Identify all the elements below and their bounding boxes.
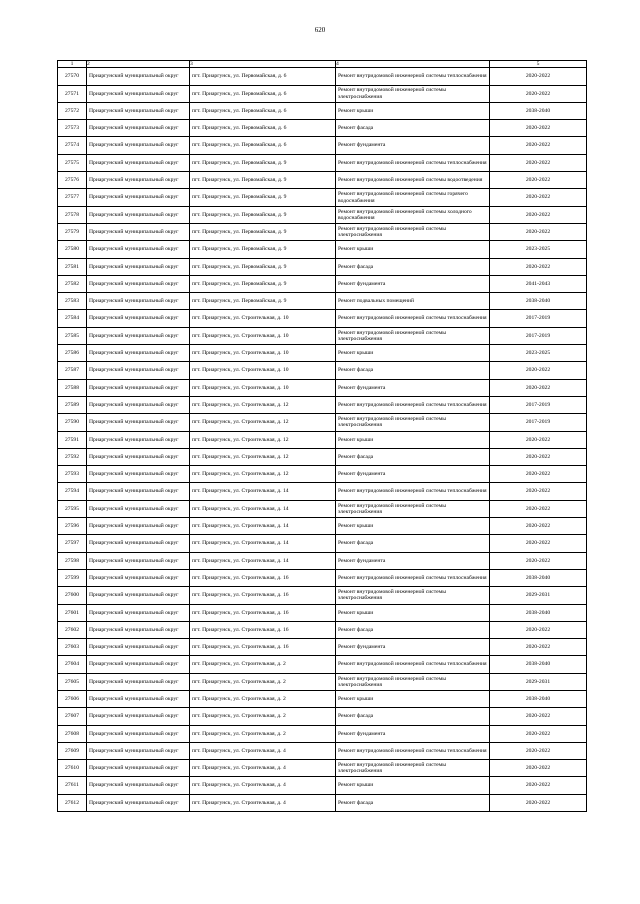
table-row [58,777,587,794]
address-cell: пгт. Приаргунск, ул. Строительная, д. 12 [190,466,336,483]
municipality-cell: Приаргунский муниципальный округ [87,327,190,344]
row-number-cell: 27580 [58,241,87,258]
municipality-cell: Приаргунский муниципальный округ [87,483,190,500]
address-cell: пгт. Приаргунск, ул. Первомайская, д. 6 [190,85,336,102]
municipality-cell: Приаргунский муниципальный округ [87,587,190,604]
row-number-cell: 27601 [58,604,87,621]
municipality-cell: Приаргунский муниципальный округ [87,500,190,517]
municipality-cell: Приаргунский муниципальный округ [87,569,190,586]
table-row [58,327,587,344]
table-row [58,310,587,327]
table-row [58,362,587,379]
table-row [58,466,587,483]
municipality-cell: Приаргунский муниципальный округ [87,673,190,690]
work-type-cell: Ремонт внутридомовой инженерной системы теплоснабжения [336,68,490,85]
period-cell: 2020-2022 [490,223,587,240]
row-number-cell: 27609 [58,742,87,759]
table-row [58,587,587,604]
work-type-cell: Ремонт фасада [336,708,490,725]
work-type-cell: Ремонт внутридомовой инженерной системы электроснабжения [336,673,490,690]
table-row [58,414,587,431]
address-cell: пгт. Приаргунск, ул. Строительная, д. 14 [190,500,336,517]
municipality-cell: Приаргунский муниципальный округ [87,656,190,673]
table-row [58,275,587,292]
header-row [58,61,587,68]
period-cell: 2020-2022 [490,448,587,465]
table-row [58,431,587,448]
work-type-cell: Ремонт внутридомовой инженерной системы горячего водоснабжения [336,189,490,206]
row-number-cell: 27599 [58,569,87,586]
table-row [58,154,587,171]
period-cell: 2020-2022 [490,518,587,535]
municipality-cell: Приаргунский муниципальный округ [87,760,190,777]
table-row [58,241,587,258]
table-row [58,293,587,310]
period-cell: 2020-2022 [490,483,587,500]
work-type-cell: Ремонт фасада [336,258,490,275]
row-number-cell: 27581 [58,258,87,275]
address-cell: пгт. Приаргунск, ул. Первомайская, д. 9 [190,189,336,206]
period-cell: 2038-2040 [490,690,587,707]
row-number-cell: 27607 [58,708,87,725]
address-cell: пгт. Приаргунск, ул. Строительная, д. 12 [190,431,336,448]
address-cell: пгт. Приаргунск, ул. Строительная, д. 14 [190,552,336,569]
address-cell: пгт. Приаргунск, ул. Первомайская, д. 6 [190,68,336,85]
row-number-cell: 27589 [58,396,87,413]
table-row [58,639,587,656]
row-number-cell: 27611 [58,777,87,794]
table-row [58,206,587,223]
work-type-cell: Ремонт фасада [336,794,490,811]
table-row [58,673,587,690]
period-cell: 2020-2022 [490,154,587,171]
row-number-cell: 27588 [58,379,87,396]
address-cell: пгт. Приаргунск, ул. Первомайская, д. 9 [190,154,336,171]
address-cell: пгт. Приаргунск, ул. Первомайская, д. 9 [190,275,336,292]
column-header-3: 3 [190,61,336,68]
period-cell: 2020-2022 [490,466,587,483]
row-number-cell: 27598 [58,552,87,569]
work-type-cell: Ремонт фундамента [336,639,490,656]
row-number-cell: 27579 [58,223,87,240]
table-row [58,189,587,206]
period-cell: 2020-2022 [490,552,587,569]
address-cell: пгт. Приаргунск, ул. Первомайская, д. 6 [190,137,336,154]
row-number-cell: 27582 [58,275,87,292]
address-cell: пгт. Приаргунск, ул. Первомайская, д. 9 [190,293,336,310]
table-row [58,258,587,275]
address-cell: пгт. Приаргунск, ул. Строительная, д. 4 [190,742,336,759]
municipality-cell: Приаргунский муниципальный округ [87,414,190,431]
column-header-4: 4 [336,61,490,68]
period-cell: 2020-2022 [490,120,587,137]
work-type-cell: Ремонт фундамента [336,466,490,483]
municipality-cell: Приаргунский муниципальный округ [87,275,190,292]
row-number-cell: 27610 [58,760,87,777]
table-row [58,569,587,586]
row-number-cell: 27594 [58,483,87,500]
municipality-cell: Приаргунский муниципальный округ [87,518,190,535]
period-cell: 2041-2043 [490,275,587,292]
period-cell: 2038-2040 [490,604,587,621]
period-cell: 2029-2031 [490,673,587,690]
row-number-cell: 27591 [58,431,87,448]
period-cell: 2038-2040 [490,102,587,119]
work-type-cell: Ремонт фасада [336,621,490,638]
municipality-cell: Приаргунский муниципальный округ [87,85,190,102]
column-header-5: 5 [490,61,587,68]
row-number-cell: 27570 [58,68,87,85]
address-cell: пгт. Приаргунск, ул. Первомайская, д. 9 [190,206,336,223]
address-cell: пгт. Приаргунск, ул. Строительная, д. 10 [190,362,336,379]
row-number-cell: 27596 [58,518,87,535]
capital-repair-table [57,60,587,812]
period-cell: 2020-2022 [490,258,587,275]
work-type-cell: Ремонт внутридомовой инженерной системы электроснабжения [336,500,490,517]
table-row [58,621,587,638]
table-row [58,379,587,396]
work-type-cell: Ремонт крыши [336,777,490,794]
row-number-cell: 27597 [58,535,87,552]
row-number-cell: 27604 [58,656,87,673]
municipality-cell: Приаргунский муниципальный округ [87,552,190,569]
address-cell: пгт. Приаргунск, ул. Строительная, д. 16 [190,639,336,656]
period-cell: 2020-2022 [490,621,587,638]
work-type-cell: Ремонт фасада [336,448,490,465]
municipality-cell: Приаргунский муниципальный округ [87,742,190,759]
table-row [58,535,587,552]
period-cell: 2029-2031 [490,587,587,604]
address-cell: пгт. Приаргунск, ул. Первомайская, д. 9 [190,258,336,275]
period-cell: 2020-2022 [490,362,587,379]
table-row [58,137,587,154]
address-cell: пгт. Приаргунск, ул. Строительная, д. 10 [190,379,336,396]
municipality-cell: Приаргунский муниципальный округ [87,690,190,707]
address-cell: пгт. Приаргунск, ул. Строительная, д. 2 [190,673,336,690]
municipality-cell: Приаргунский муниципальный округ [87,604,190,621]
municipality-cell: Приаргунский муниципальный округ [87,206,190,223]
period-cell: 2020-2022 [490,172,587,189]
period-cell: 2020-2022 [490,777,587,794]
address-cell: пгт. Приаргунск, ул. Строительная, д. 2 [190,690,336,707]
table-body [58,68,587,812]
address-cell: пгт. Приаргунск, ул. Строительная, д. 10 [190,310,336,327]
row-number-cell: 27583 [58,293,87,310]
period-cell: 2017-2019 [490,396,587,413]
municipality-cell: Приаргунский муниципальный округ [87,362,190,379]
work-type-cell: Ремонт внутридомовой инженерной системы теплоснабжения [336,569,490,586]
address-cell: пгт. Приаргунск, ул. Строительная, д. 2 [190,656,336,673]
period-cell: 2020-2022 [490,639,587,656]
work-type-cell: Ремонт крыши [336,345,490,362]
municipality-cell: Приаргунский муниципальный округ [87,310,190,327]
period-cell: 2020-2022 [490,85,587,102]
table-row [58,690,587,707]
period-cell: 2020-2022 [490,535,587,552]
row-number-cell: 27586 [58,345,87,362]
work-type-cell: Ремонт внутридомовой инженерной системы электроснабжения [336,587,490,604]
municipality-cell: Приаргунский муниципальный округ [87,258,190,275]
municipality-cell: Приаргунский муниципальный округ [87,708,190,725]
table-row [58,85,587,102]
period-cell: 2020-2022 [490,137,587,154]
row-number-cell: 27612 [58,794,87,811]
column-header-2: 2 [87,61,190,68]
row-number-cell: 27602 [58,621,87,638]
row-number-cell: 27587 [58,362,87,379]
table-row [58,172,587,189]
page-number: 620 [314,26,326,34]
table-header [58,61,587,68]
row-number-cell: 27571 [58,85,87,102]
table-row [58,500,587,517]
row-number-cell: 27577 [58,189,87,206]
work-type-cell: Ремонт крыши [336,241,490,258]
municipality-cell: Приаргунский муниципальный округ [87,621,190,638]
address-cell: пгт. Приаргунск, ул. Строительная, д. 4 [190,777,336,794]
municipality-cell: Приаргунский муниципальный округ [87,448,190,465]
table-row [58,656,587,673]
work-type-cell: Ремонт крыши [336,102,490,119]
period-cell: 2038-2040 [490,656,587,673]
work-type-cell: Ремонт внутридомовой инженерной системы теплоснабжения [336,483,490,500]
period-cell: 2020-2022 [490,794,587,811]
address-cell: пгт. Приаргунск, ул. Первомайская, д. 6 [190,120,336,137]
municipality-cell: Приаргунский муниципальный округ [87,777,190,794]
municipality-cell: Приаргунский муниципальный округ [87,102,190,119]
row-number-cell: 27573 [58,120,87,137]
address-cell: пгт. Приаргунск, ул. Строительная, д. 2 [190,708,336,725]
municipality-cell: Приаргунский муниципальный округ [87,120,190,137]
address-cell: пгт. Приаргунск, ул. Строительная, д. 16 [190,569,336,586]
municipality-cell: Приаргунский муниципальный округ [87,345,190,362]
period-cell: 2023-2025 [490,345,587,362]
period-cell: 2020-2022 [490,725,587,742]
row-number-cell: 27572 [58,102,87,119]
municipality-cell: Приаргунский муниципальный округ [87,68,190,85]
row-number-cell: 27593 [58,466,87,483]
table-row [58,483,587,500]
work-type-cell: Ремонт фундамента [336,379,490,396]
table-row [58,725,587,742]
period-cell: 2020-2022 [490,68,587,85]
work-type-cell: Ремонт внутридомовой инженерной системы теплоснабжения [336,396,490,413]
period-cell: 2020-2022 [490,708,587,725]
address-cell: пгт. Приаргунск, ул. Строительная, д. 16 [190,604,336,621]
table-row [58,708,587,725]
table-row [58,742,587,759]
address-cell: пгт. Приаргунск, ул. Строительная, д. 12 [190,396,336,413]
row-number-cell: 27585 [58,327,87,344]
work-type-cell: Ремонт фундамента [336,725,490,742]
table-row [58,68,587,85]
period-cell: 2038-2040 [490,569,587,586]
work-type-cell: Ремонт крыши [336,431,490,448]
column-header-1: 1 [58,61,87,68]
row-number-cell: 27595 [58,500,87,517]
period-cell: 2020-2022 [490,760,587,777]
period-cell: 2020-2022 [490,206,587,223]
work-type-cell: Ремонт внутридомовой инженерной системы холодного водоснабжения [336,206,490,223]
work-type-cell: Ремонт фундамента [336,275,490,292]
address-cell: пгт. Приаргунск, ул. Первомайская, д. 6 [190,102,336,119]
municipality-cell: Приаргунский муниципальный округ [87,293,190,310]
row-number-cell: 27584 [58,310,87,327]
table-row [58,794,587,811]
period-cell: 2020-2022 [490,742,587,759]
work-type-cell: Ремонт внутридомовой инженерной системы теплоснабжения [336,310,490,327]
work-type-cell: Ремонт внутридомовой инженерной системы теплоснабжения [336,154,490,171]
work-type-cell: Ремонт фасада [336,362,490,379]
work-type-cell: Ремонт крыши [336,518,490,535]
row-number-cell: 27608 [58,725,87,742]
work-type-cell: Ремонт фундамента [336,552,490,569]
address-cell: пгт. Приаргунск, ул. Строительная, д. 12 [190,448,336,465]
work-type-cell: Ремонт внутридомовой инженерной системы электроснабжения [336,327,490,344]
address-cell: пгт. Приаргунск, ул. Строительная, д. 12 [190,414,336,431]
address-cell: пгт. Приаргунск, ул. Строительная, д. 10 [190,327,336,344]
work-type-cell: Ремонт внутридомовой инженерной системы электроснабжения [336,85,490,102]
period-cell: 2023-2025 [490,241,587,258]
address-cell: пгт. Приаргунск, ул. Первомайская, д. 9 [190,241,336,258]
table-row [58,518,587,535]
table-row [58,120,587,137]
municipality-cell: Приаргунский муниципальный округ [87,189,190,206]
row-number-cell: 27578 [58,206,87,223]
work-type-cell: Ремонт фасада [336,535,490,552]
municipality-cell: Приаргунский муниципальный округ [87,241,190,258]
address-cell: пгт. Приаргунск, ул. Строительная, д. 14 [190,535,336,552]
row-number-cell: 27592 [58,448,87,465]
address-cell: пгт. Приаргунск, ул. Строительная, д. 4 [190,794,336,811]
municipality-cell: Приаргунский муниципальный округ [87,466,190,483]
address-cell: пгт. Приаргунск, ул. Строительная, д. 2 [190,725,336,742]
row-number-cell: 27590 [58,414,87,431]
table-row [58,102,587,119]
work-type-cell: Ремонт внутридомовой инженерной системы электроснабжения [336,223,490,240]
municipality-cell: Приаргунский муниципальный округ [87,639,190,656]
municipality-cell: Приаргунский муниципальный округ [87,725,190,742]
period-cell: 2017-2019 [490,310,587,327]
address-cell: пгт. Приаргунск, ул. Первомайская, д. 9 [190,223,336,240]
row-number-cell: 27576 [58,172,87,189]
work-type-cell: Ремонт внутридомовой инженерной системы электроснабжения [336,414,490,431]
period-cell: 2038-2040 [490,293,587,310]
period-cell: 2017-2019 [490,327,587,344]
table-row [58,604,587,621]
municipality-cell: Приаргунский муниципальный округ [87,396,190,413]
table-row [58,223,587,240]
municipality-cell: Приаргунский муниципальный округ [87,137,190,154]
work-type-cell: Ремонт крыши [336,604,490,621]
municipality-cell: Приаргунский муниципальный округ [87,154,190,171]
period-cell: 2017-2019 [490,414,587,431]
address-cell: пгт. Приаргунск, ул. Строительная, д. 10 [190,345,336,362]
address-cell: пгт. Приаргунск, ул. Строительная, д. 16 [190,621,336,638]
municipality-cell: Приаргунский муниципальный округ [87,223,190,240]
table-row [58,760,587,777]
municipality-cell: Приаргунский муниципальный округ [87,794,190,811]
period-cell: 2020-2022 [490,431,587,448]
work-type-cell: Ремонт внутридомовой инженерной системы теплоснабжения [336,742,490,759]
period-cell: 2020-2022 [490,379,587,396]
row-number-cell: 27606 [58,690,87,707]
municipality-cell: Приаргунский муниципальный округ [87,431,190,448]
table-row [58,552,587,569]
work-type-cell: Ремонт внутридомовой инженерной системы водоотведения [336,172,490,189]
table-row [58,345,587,362]
address-cell: пгт. Приаргунск, ул. Строительная, д. 14 [190,483,336,500]
municipality-cell: Приаргунский муниципальный округ [87,535,190,552]
municipality-cell: Приаргунский муниципальный округ [87,172,190,189]
address-cell: пгт. Приаргунск, ул. Строительная, д. 16 [190,587,336,604]
address-cell: пгт. Приаргунск, ул. Строительная, д. 4 [190,760,336,777]
address-cell: пгт. Приаргунск, ул. Строительная, д. 14 [190,518,336,535]
row-number-cell: 27600 [58,587,87,604]
work-type-cell: Ремонт крыши [336,690,490,707]
period-cell: 2020-2022 [490,500,587,517]
work-type-cell: Ремонт внутридомовой инженерной системы теплоснабжения [336,656,490,673]
work-type-cell: Ремонт фасада [336,120,490,137]
work-type-cell: Ремонт фундамента [336,137,490,154]
address-cell: пгт. Приаргунск, ул. Первомайская, д. 9 [190,172,336,189]
row-number-cell: 27574 [58,137,87,154]
municipality-cell: Приаргунский муниципальный округ [87,379,190,396]
row-number-cell: 27605 [58,673,87,690]
period-cell: 2020-2022 [490,189,587,206]
table-row [58,448,587,465]
row-number-cell: 27603 [58,639,87,656]
table-row [58,396,587,413]
row-number-cell: 27575 [58,154,87,171]
work-type-cell: Ремонт подвальных помещений [336,293,490,310]
work-type-cell: Ремонт внутридомовой инженерной системы электроснабжения [336,760,490,777]
